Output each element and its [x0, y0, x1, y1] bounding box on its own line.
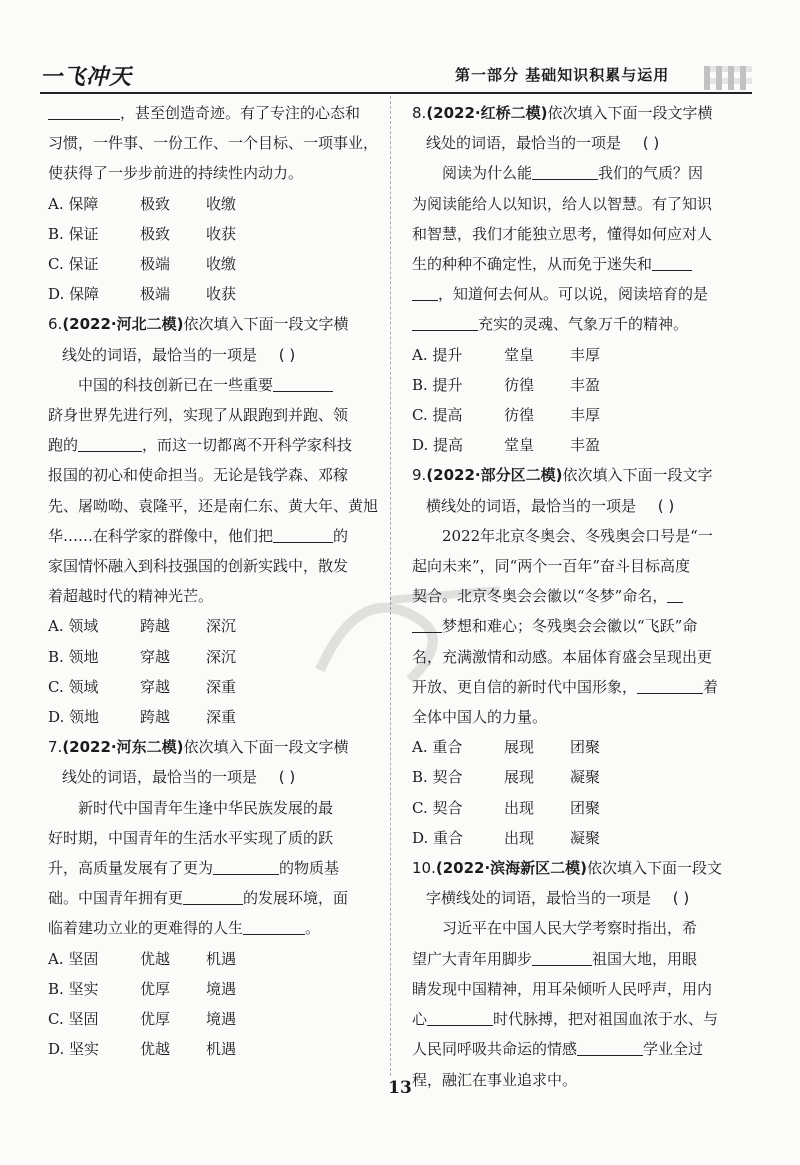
- q5-continuation-line: 使获得了一步步前进的持续性内动力。: [48, 164, 304, 183]
- option-a: A. 保障 极致 收缴: [48, 194, 237, 213]
- q9-passage-line: 起向未来”，同“两个一百年”奋斗目标高度: [412, 557, 691, 576]
- option-b: B. 领地 穿越 深沉: [48, 647, 237, 666]
- answer-blank: [183, 889, 243, 905]
- option-a: A. 重合 展现 团聚: [412, 738, 601, 757]
- answer-blank: [412, 285, 438, 301]
- header-rule: [40, 92, 752, 94]
- answer-blank: [577, 1040, 643, 1056]
- answer-blank: [667, 587, 683, 603]
- option-d: D. 重合 出现 凝聚: [412, 828, 601, 847]
- option-b: B. 坚实 优厚 境遇: [48, 979, 237, 998]
- q6-stem-line2: 线处的词语，最恰当的一项是 ( ): [48, 340, 388, 370]
- option-b: B. 提升 彷徨 丰盈: [412, 375, 601, 394]
- q9-stem-line2: 横线处的词语，最恰当的一项是 ( ): [412, 491, 752, 521]
- q6-passage-line: 中国的科技创新已在一些重要: [48, 370, 388, 400]
- q8-passage-line: 阅读为什么能 我们的气质？因: [442, 164, 704, 183]
- answer-blank: [532, 164, 598, 180]
- q10-passage-line: 程，融汇在事业追求中。: [412, 1070, 578, 1089]
- answer-paren: ( ): [672, 889, 690, 908]
- option-c: C. 契合 出现 团聚: [412, 798, 601, 817]
- answer-blank: [78, 436, 142, 452]
- q8-passage-line: 生的种种不确定性，从而免于迷失和: [412, 249, 752, 279]
- option-c: C. 领域 穿越 深重: [48, 677, 237, 696]
- q5-continuation-line: 习惯，一件事、一份工作、一个目标、一项事业，: [48, 134, 379, 153]
- answer-blank: [412, 617, 442, 633]
- option-d: D. 领地 跨越 深重: [48, 708, 237, 727]
- right-column: [412, 98, 752, 1095]
- option-c: C. 保证 极端 收缴: [48, 255, 237, 274]
- option-c: C. 坚固 优厚 境遇: [48, 1010, 237, 1029]
- option-a: A. 领域 跨越 深沉: [48, 617, 237, 636]
- q8-passage-line: 充实的灵魂、气象万千的精神。: [412, 309, 752, 339]
- q6-passage-line: 家国情怀融入到科技强国的创新实践中，散发: [48, 557, 349, 576]
- option-b: B. 保证 极致 收获: [48, 224, 237, 243]
- q10-passage-line: 心 时代脉搏，把对祖国血浓于水、与: [412, 1010, 719, 1029]
- page-number: 13: [388, 1078, 412, 1098]
- option-d: D. 提高 堂皇 丰盈: [412, 436, 601, 455]
- q6-passage-line: 着超越时代的精神光芒。: [48, 587, 214, 606]
- q9-passage-line: 开放、更自信的新时代中国形象， 着: [412, 677, 719, 696]
- answer-blank: [273, 527, 333, 543]
- brand-logo: 一飞冲天: [40, 65, 133, 90]
- answer-paren: ( ): [657, 496, 675, 515]
- option-d: D. 坚实 优越 机遇: [48, 1040, 237, 1059]
- answer-blank: [213, 859, 279, 875]
- option-b: B. 契合 展现 凝聚: [412, 768, 601, 787]
- q7-passage-line: 好时期，中国青年的生活水平实现了质的跃: [48, 828, 334, 847]
- q7-passage-line: 新时代中国青年生逢中华民族发展的最: [78, 798, 334, 817]
- answer-paren: ( ): [278, 768, 296, 787]
- answer-blank: [412, 315, 478, 331]
- q9-passage-line: 梦想和难心；冬残奥会会徽以“飞跃”命: [412, 611, 752, 641]
- option-d: D. 保障 极端 收获: [48, 285, 237, 304]
- q9-source: (2022·部分区二模): [426, 466, 563, 485]
- answer-blank: [427, 1010, 493, 1026]
- q6-passage-line: 跻身世界先进行列，实现了从跟跑到并跑、领: [48, 406, 349, 425]
- q10-source: (2022·滨海新区二模): [435, 859, 588, 878]
- q6-stem: 6.(2022·河北二模)依次填入下面一段文字横: [48, 315, 349, 334]
- q8-passage-line: 为阅读能给人以知识，给人以智慧。有了知识: [412, 194, 713, 213]
- q10-passage-line: 人民同呼吸共命运的情感 学业全过: [412, 1040, 704, 1059]
- q9-passage-line: 2022年北京冬奥会、冬残奥会口号是“一: [442, 526, 713, 545]
- q6-passage-line: 报国的初心和使命担当。无论是钱学森、邓稼: [48, 466, 349, 485]
- q5-continuation-line: ，甚至创造奇迹。有了专注的心态和: [48, 98, 388, 128]
- answer-paren: ( ): [278, 345, 296, 364]
- q6-passage-line: 先、屠呦呦、袁隆平，还是南仁东、黄大年、黄旭: [48, 496, 379, 515]
- answer-paren: ( ): [642, 134, 660, 153]
- option-a: A. 坚固 优越 机遇: [48, 949, 237, 968]
- q6-passage-line: 华……在科学家的群像中，他们把 的: [48, 526, 349, 545]
- q6-source: (2022·河北二模): [62, 315, 184, 334]
- q10-stem: 10.(2022·滨海新区二模)依次填入下面一段文: [412, 859, 723, 878]
- q7-stem-line2: 线处的词语，最恰当的一项是 ( ): [48, 762, 388, 792]
- option-c: C. 提高 彷徨 丰厚: [412, 406, 601, 425]
- q7-stem: 7.(2022·河东二模)依次填入下面一段文字横: [48, 738, 349, 757]
- q8-stem-line2: 线处的词语，最恰当的一项是 ( ): [412, 128, 752, 158]
- header-decoration: [704, 66, 752, 90]
- q8-passage-line: 和智慧，我们才能独立思考，懂得如何应对人: [412, 224, 713, 243]
- answer-blank: [243, 919, 305, 935]
- q7-passage-line: 临着建功立业的更难得的人生 。: [48, 919, 321, 938]
- q10-passage-line: 睛发现中国精神，用耳朵倾听人民呼声，用内: [412, 979, 713, 998]
- section-title: 第一部分 基础知识积累与运用: [455, 66, 670, 84]
- q6-passage-line: 跑的 ，而这一切都离不开科学家科技: [48, 436, 353, 455]
- q7-passage-line: 升，高质量发展有了更为 的物质基: [48, 859, 340, 878]
- left-column: [48, 98, 388, 1065]
- q8-source: (2022·红桥二模): [426, 104, 548, 122]
- q7-passage-line: 础。中国青年拥有更 的发展环境，面: [48, 889, 349, 908]
- q9-stem: 9.(2022·部分区二模)依次填入下面一段文字: [412, 466, 713, 485]
- q9-passage-line: 全体中国人的力量。: [412, 708, 548, 727]
- q9-passage-line: 名，充满激情和动感。本届体育盛会呈现出更: [412, 647, 713, 666]
- option-a: A. 提升 堂皇 丰厚: [412, 345, 601, 364]
- answer-blank: [273, 376, 333, 392]
- q10-stem-line2: 字横线处的词语，最恰当的一项是 ( ): [412, 883, 752, 913]
- answer-blank: [48, 104, 120, 120]
- answer-blank: [652, 255, 692, 271]
- q8-passage-line: ，知道何去何从。可以说，阅读培育的是: [412, 279, 752, 309]
- q8-stem: 8.(2022·红桥二模)依次填入下面一段文字横: [412, 104, 713, 122]
- answer-blank: [637, 678, 703, 694]
- q7-source: (2022·河东二模): [62, 738, 184, 757]
- q10-passage-line: 习近平在中国人民大学考察时指出，希: [442, 919, 698, 938]
- q10-passage-line: 望广大青年用脚步 祖国大地，用眼: [412, 949, 698, 968]
- answer-blank: [532, 950, 592, 966]
- q9-passage-line: 契合。北京冬奥会会徽以“冬梦”命名，: [412, 581, 752, 611]
